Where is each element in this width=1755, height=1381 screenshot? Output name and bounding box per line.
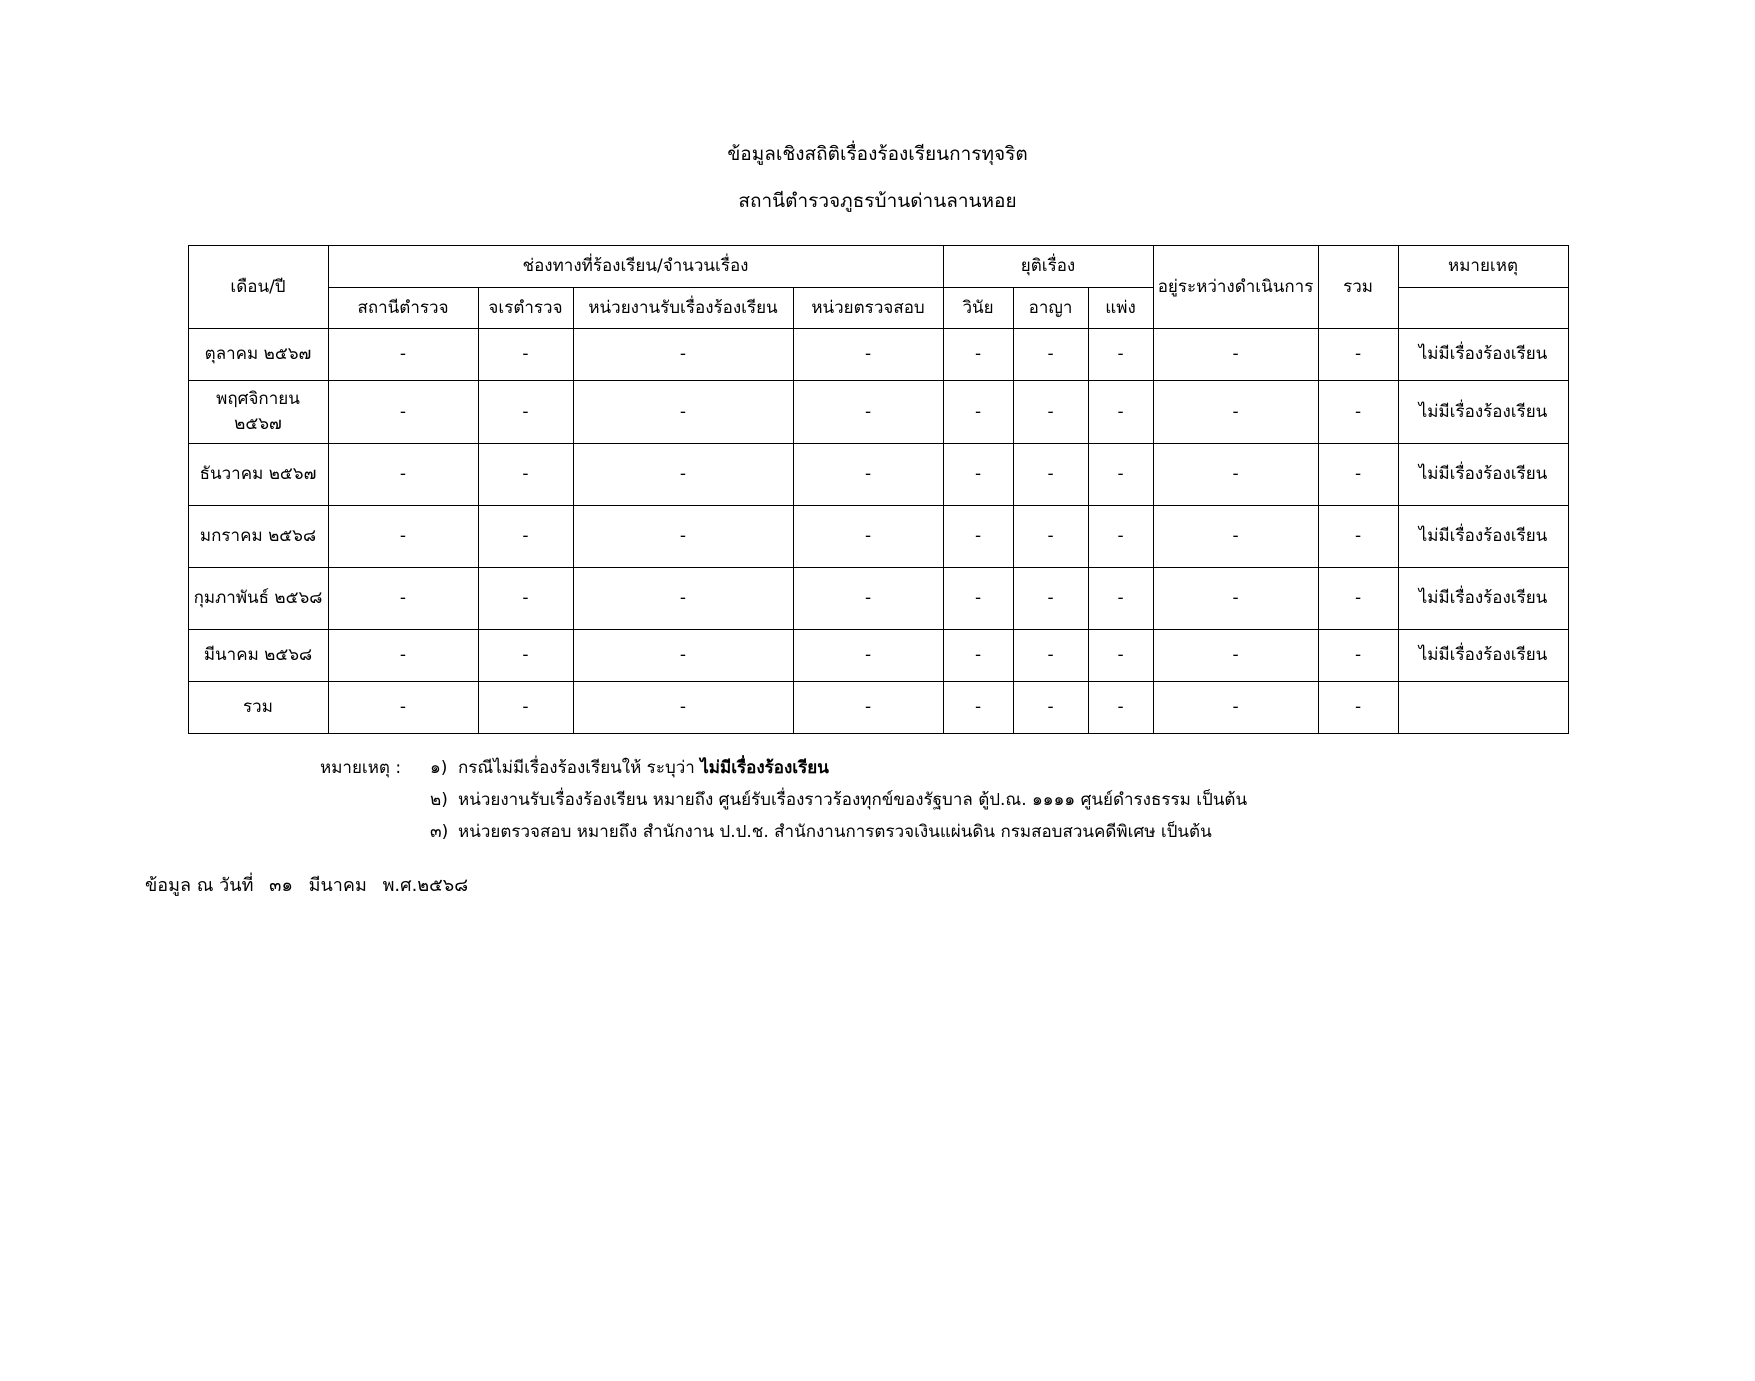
row-cell: -: [1318, 505, 1398, 567]
row-cell: -: [1153, 505, 1318, 567]
row-cell: -: [328, 443, 478, 505]
page-subtitle: สถานีตำรวจภูธรบ้านด่านลานหอย: [738, 189, 1017, 212]
row-cell: -: [793, 443, 943, 505]
row-cell: -: [328, 329, 478, 381]
row-cell: -: [1013, 505, 1088, 567]
footnote-emphasis: ไม่มีเรื่องร้องเรียน: [700, 757, 829, 778]
row-cell: -: [573, 567, 793, 629]
header-closed-criminal: อาญา: [1013, 287, 1088, 329]
as-of-month: มีนาคม: [308, 875, 367, 897]
row-month: มีนาคม ๒๕๖๘: [188, 629, 328, 681]
row-remark: ไม่มีเรื่องร้องเรียน: [1398, 329, 1568, 381]
row-remark: ไม่มีเรื่องร้องเรียน: [1398, 567, 1568, 629]
document-title-block: [0, 140, 1755, 215]
table-row: [188, 567, 1568, 629]
row-cell: -: [1318, 443, 1398, 505]
row-month: ธันวาคม ๒๕๖๗: [188, 443, 328, 505]
footnote-text: หน่วยตรวจสอบ หมายถึง สำนักงาน ป.ป.ช. สำนักงานการตรวจเงินแผ่นดิน กรมสอบสวนคดีพิเศษ เป็นต้น: [458, 822, 1212, 843]
footnote-item-3: [320, 816, 1755, 848]
row-cell: -: [328, 629, 478, 681]
header-remark-blank: [1398, 287, 1568, 329]
as-of-label: ข้อมูล ณ วันที่: [145, 875, 254, 897]
row-cell: -: [1013, 443, 1088, 505]
row-cell: -: [1088, 381, 1153, 443]
row-cell: -: [1153, 443, 1318, 505]
footnotes: [0, 752, 1755, 849]
row-remark: ไม่มีเรื่องร้องเรียน: [1398, 505, 1568, 567]
header-remark: หมายเหตุ: [1398, 246, 1568, 288]
row-cell: -: [1153, 681, 1318, 733]
row-cell: -: [943, 681, 1013, 733]
table-header: [188, 246, 1568, 329]
row-month: รวม: [188, 681, 328, 733]
row-cell: -: [1013, 567, 1088, 629]
row-cell: -: [1318, 381, 1398, 443]
row-cell: -: [478, 329, 573, 381]
row-cell: -: [943, 381, 1013, 443]
row-cell: -: [1013, 681, 1088, 733]
footnote-text: หน่วยงานรับเรื่องร้องเรียน หมายถึง ศูนย์รับเรื่องราวร้องทุกข์ของรัฐบาล ตู้ป.ณ. ๑๑๑๑ ศูนย์ดำรงธรรม เป็นต้น: [458, 789, 1248, 810]
row-cell: -: [793, 381, 943, 443]
row-cell: -: [328, 567, 478, 629]
row-month: มกราคม ๒๕๖๘: [188, 505, 328, 567]
footnote-item-1: [320, 752, 1755, 784]
as-of-day: ๓๑: [269, 875, 293, 897]
row-cell: -: [793, 567, 943, 629]
row-cell: -: [1318, 629, 1398, 681]
row-remark: ไม่มีเรื่องร้องเรียน: [1398, 443, 1568, 505]
row-cell: -: [793, 505, 943, 567]
table-row-total: [188, 681, 1568, 733]
table-header-row-1: [188, 246, 1568, 288]
row-cell: -: [328, 381, 478, 443]
header-closed-group: ยุติเรื่อง: [943, 246, 1153, 288]
row-month: พฤศจิกายน ๒๕๖๗: [188, 381, 328, 443]
table-row: [188, 329, 1568, 381]
header-closed-civil: แพ่ง: [1088, 287, 1153, 329]
row-cell: -: [1318, 567, 1398, 629]
table-body: [188, 329, 1568, 733]
row-cell: -: [478, 505, 573, 567]
header-channel-police-station: สถานีตำรวจ: [328, 287, 478, 329]
page-title: ข้อมูลเชิงสถิติเรื่องร้องเรียนการทุจริต: [727, 143, 1028, 165]
row-cell: -: [943, 629, 1013, 681]
header-in-progress: อยู่ระหว่างดำเนินการ: [1153, 246, 1318, 329]
as-of-year: พ.ศ.๒๕๖๘: [382, 875, 469, 897]
row-cell: -: [478, 629, 573, 681]
row-cell: -: [573, 629, 793, 681]
row-cell: -: [573, 681, 793, 733]
row-remark: ไม่มีเรื่องร้องเรียน: [1398, 381, 1568, 443]
row-cell: -: [1153, 567, 1318, 629]
header-total: รวม: [1318, 246, 1398, 329]
footnote-text: กรณีไม่มีเรื่องร้องเรียนให้ ระบุว่า: [458, 757, 701, 778]
header-closed-discipline: วินัย: [943, 287, 1013, 329]
header-channel-audit-unit: หน่วยตรวจสอบ: [793, 287, 943, 329]
row-cell: -: [1153, 329, 1318, 381]
row-cell: -: [1318, 329, 1398, 381]
row-cell: -: [1013, 381, 1088, 443]
row-cell: -: [478, 443, 573, 505]
row-cell: -: [1088, 567, 1153, 629]
complaint-statistics-table: [188, 245, 1569, 734]
row-cell: -: [793, 629, 943, 681]
row-cell: -: [1088, 505, 1153, 567]
row-remark: ไม่มีเรื่องร้องเรียน: [1398, 629, 1568, 681]
row-cell: -: [1088, 681, 1153, 733]
row-cell: -: [943, 329, 1013, 381]
row-cell: -: [328, 681, 478, 733]
row-cell: -: [573, 381, 793, 443]
row-month: กุมภาพันธ์ ๒๕๖๘: [188, 567, 328, 629]
row-cell: -: [478, 567, 573, 629]
row-cell: -: [1013, 329, 1088, 381]
row-cell: -: [1088, 629, 1153, 681]
row-cell: -: [1153, 381, 1318, 443]
row-cell: -: [573, 443, 793, 505]
footnote-number: ๓): [430, 822, 449, 843]
row-cell: -: [943, 567, 1013, 629]
row-cell: -: [943, 505, 1013, 567]
footnote-number: ๒): [430, 789, 448, 810]
row-cell: -: [943, 443, 1013, 505]
header-channel-group: ช่องทางที่ร้องเรียน/จำนวนเรื่อง: [328, 246, 943, 288]
footnote-label: หมายเหตุ :: [320, 757, 402, 778]
row-cell: -: [1153, 629, 1318, 681]
header-channel-receiving-agency: หน่วยงานรับเรื่องร้องเรียน: [573, 287, 793, 329]
row-cell: -: [793, 681, 943, 733]
footnote-number: ๑): [430, 757, 448, 778]
row-cell: -: [1013, 629, 1088, 681]
row-cell: -: [1318, 681, 1398, 733]
document-page: [0, 140, 1755, 1381]
table-row: [188, 381, 1568, 443]
row-cell: -: [478, 681, 573, 733]
row-cell: -: [573, 329, 793, 381]
statistics-table-wrapper: [188, 245, 1568, 734]
row-cell: -: [328, 505, 478, 567]
row-cell: -: [1088, 443, 1153, 505]
row-cell: -: [478, 381, 573, 443]
table-row: [188, 629, 1568, 681]
row-cell: -: [793, 329, 943, 381]
row-remark: [1398, 681, 1568, 733]
data-as-of-line: [0, 870, 1755, 899]
header-channel-inspector: จเรตำรวจ: [478, 287, 573, 329]
row-month: ตุลาคม ๒๕๖๗: [188, 329, 328, 381]
header-month-year: เดือน/ปี: [188, 246, 328, 329]
row-cell: -: [573, 505, 793, 567]
footnote-item-2: [320, 784, 1755, 816]
table-row: [188, 505, 1568, 567]
row-cell: -: [1088, 329, 1153, 381]
table-row: [188, 443, 1568, 505]
